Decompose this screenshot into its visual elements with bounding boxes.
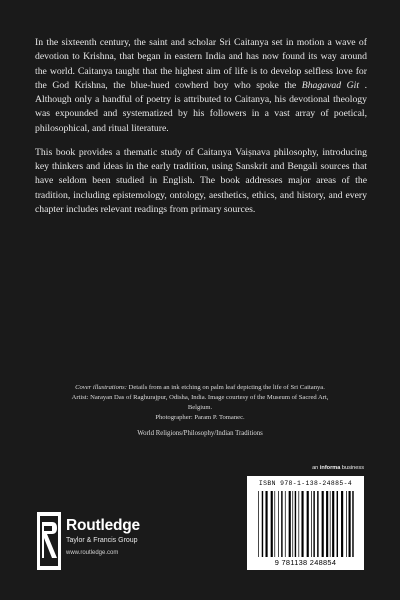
barcode-bar xyxy=(307,491,309,557)
barcode-bar xyxy=(332,491,334,557)
barcode-bar xyxy=(346,491,347,557)
credit-line-3: Photographer: Param P. Tomanec. xyxy=(155,413,245,421)
credit-line-1 xyxy=(60,383,340,393)
barcode-bar xyxy=(278,491,279,557)
barcode-bar xyxy=(289,491,291,557)
barcode-bar xyxy=(313,491,314,557)
subject-categories: World Religions/Philosophy/Indian Traditions xyxy=(137,430,263,437)
barcode-bar xyxy=(337,491,338,557)
barcode-bar xyxy=(292,491,293,557)
barcode-bar xyxy=(330,491,331,557)
informa-prefix: an xyxy=(312,465,320,471)
barcode-bar xyxy=(274,491,275,557)
publisher-group: Taylor & Francis Group xyxy=(66,536,138,544)
informa-business-tag xyxy=(312,465,364,471)
publisher-url: www.routledge.com xyxy=(66,549,119,556)
description-text: . Although only a handful of poetry is attributed to Caitanya, his devotional theology was expounded and systematized by his followers in a vast array of poetical, philosophical, and ritual literature. xyxy=(35,79,367,134)
barcode-bar xyxy=(341,491,343,557)
barcode-panel xyxy=(247,476,364,570)
isbn-text: ISBN 978-1-138-24885-4 xyxy=(258,480,353,487)
book-description xyxy=(35,36,367,227)
publisher-name: Routledge xyxy=(66,517,140,534)
publisher-logo xyxy=(36,512,186,572)
description-text: In the sixteenth century, the saint and scholar Sri Caitanya set in motion a wave of devotion to Krishna, that began in eastern India and has now found its way around the world. Caitanya taught that the highest aim of life is to develop selfless love for the God Krishna, the blue-hued cowherd boy who spoke the xyxy=(35,37,367,91)
barcode-bar xyxy=(271,491,273,557)
description-paragraph-2: This book provides a thematic study of Caitanya Vaiṣnava philosophy, introducing key thinkers and ideas in the early tradition, using Sanskrit and Bengali sources that have seldom been studied in English. The book addresses major areas of the tradition, including epistemology, ontology, aesthetics, ethics, and history, and every chapter includes relevant readings from primary sources. xyxy=(35,146,367,215)
barcode-bar xyxy=(281,491,282,557)
routledge-tower-icon xyxy=(36,512,62,570)
barcode-bar xyxy=(326,491,328,557)
barcode-number: 9 781138 248854 xyxy=(274,558,337,567)
barcode-bar xyxy=(311,491,312,557)
barcode-bar xyxy=(301,491,303,557)
cover-credits xyxy=(60,383,340,423)
barcode-bar xyxy=(258,491,259,557)
book-title-italic: Bhagavad Git xyxy=(301,79,360,91)
credit-line-2: Artist: Narayan Das of Raghurajpur, Odisha, India. Image courtesy of the Museum of Sacred Art, Belgium. xyxy=(71,393,329,411)
description-paragraph-1 xyxy=(35,36,367,136)
barcode-bar xyxy=(295,491,296,557)
barcode-bar xyxy=(349,491,351,557)
barcode-bar xyxy=(285,491,286,557)
barcode-bar xyxy=(317,491,318,557)
barcode-bar xyxy=(262,491,263,557)
informa-suffix: business xyxy=(340,465,364,471)
credit-text: Details from an ink etching on palm leaf depicting the life of Sri Caitanya. xyxy=(126,384,325,391)
barcode-bar xyxy=(322,491,324,557)
barcode-bars xyxy=(257,491,357,557)
credit-label: Cover illustrations: xyxy=(75,384,127,391)
publisher-text xyxy=(66,518,140,556)
barcode-bar xyxy=(265,491,267,557)
barcode-bar xyxy=(298,491,299,557)
barcode-bar xyxy=(352,491,353,557)
informa-brand: informa xyxy=(319,465,341,471)
